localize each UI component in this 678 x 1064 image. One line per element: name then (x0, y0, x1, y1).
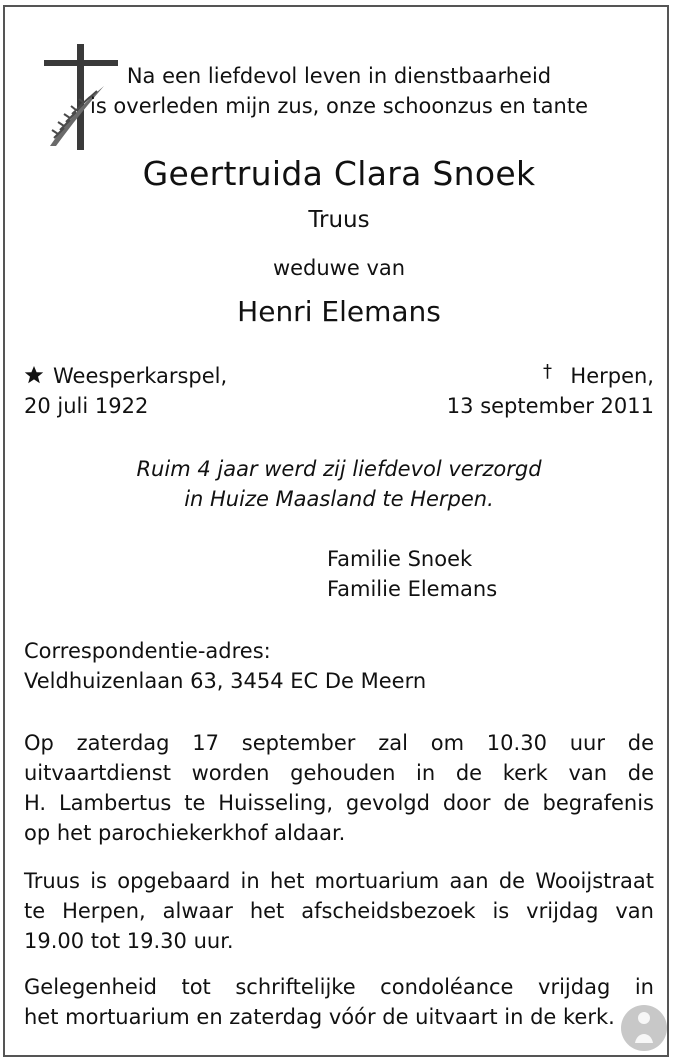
death-date: 13 september 2011 (446, 394, 654, 418)
dagger-icon: † (543, 361, 552, 382)
paragraph-line: uitvaartdienst worden gehouden in de kerk van de (24, 761, 654, 785)
watermark-logo-icon (619, 1003, 669, 1053)
paragraph-line: H. Lambertus te Huisseling, gevolgd door de begrafenis (24, 791, 654, 815)
care-note-line-2: in Huize Maasland te Herpen. (184, 487, 494, 511)
paragraph-line: Gelegenheid tot schriftelijke condoléance vrijdag in (24, 975, 654, 999)
intro-line-2: is overleden mijn zus, onze schoonzus en tante (89, 94, 588, 118)
death-place: Herpen, (570, 364, 654, 388)
paragraph-line: op het parochiekerkhof aldaar. (24, 821, 346, 845)
paragraph-line: 19.00 tot 19.30 uur. (24, 929, 234, 953)
star-icon (24, 365, 44, 385)
birth-place: Weesperkarspel, (53, 364, 228, 388)
condolence-paragraph (24, 972, 654, 1032)
deceased-nickname: Truus (308, 207, 370, 233)
widow-of-label: weduwe van (272, 256, 406, 280)
paragraph-line: te Herpen, alwaar het afscheidsbezoek is vrijdag van (24, 899, 654, 923)
intro-line-1: Na een liefdevol leven in dienstbaarheid (126, 64, 552, 88)
correspondence-label: Correspondentie-adres: (24, 639, 271, 663)
paragraph-line: Op zaterdag 17 september zal om 10.30 uur de (24, 731, 654, 755)
birth-date: 20 juli 1922 (24, 394, 149, 418)
paragraph-line: Truus is opgebaard in het mortuarium aan de Wooijstraat (24, 869, 654, 893)
family-name: Familie Snoek (327, 547, 473, 571)
spouse-name: Henri Elemans (237, 295, 441, 328)
viewing-paragraph (24, 866, 654, 956)
care-note-line-1: Ruim 4 jaar werd zij liefdevol verzorgd (136, 457, 542, 481)
funeral-paragraph (24, 728, 654, 848)
family-name: Familie Elemans (327, 577, 498, 601)
deceased-full-name: Geertruida Clara Snoek (142, 154, 536, 193)
correspondence-address: Veldhuizenlaan 63, 3454 EC De Meern (24, 669, 427, 693)
paragraph-line: het mortuarium en zaterdag vóór de uitvaart in de kerk. (24, 1005, 615, 1029)
